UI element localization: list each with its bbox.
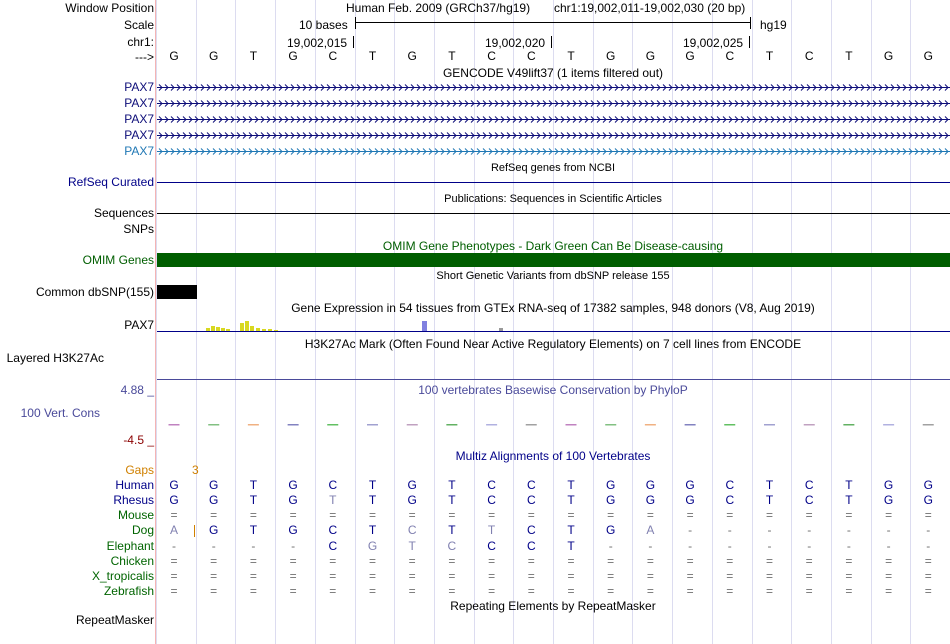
- alignment-base: =: [210, 584, 218, 598]
- conservation-base: ▬: [883, 421, 895, 427]
- alignment-base: =: [448, 554, 456, 568]
- ruler-tick-label-3: 19,002,025: [683, 36, 744, 50]
- conservation-base: ▬: [843, 421, 855, 427]
- alignment-base: T: [845, 478, 853, 492]
- alignment-base: G: [169, 493, 179, 507]
- alignment-base: G: [209, 478, 219, 492]
- alignment-base: =: [249, 508, 257, 522]
- alignment-base: T: [567, 539, 575, 553]
- alignment-base: =: [488, 554, 496, 568]
- alignment-base: =: [924, 584, 932, 598]
- alignment-base: C: [526, 478, 536, 492]
- species-label[interactable]: X_tropicalis: [91, 569, 154, 583]
- alignment-base: =: [924, 554, 932, 568]
- alignment-base: T: [368, 478, 377, 492]
- alignment-base: =: [170, 508, 178, 522]
- alignment-base: -: [291, 539, 296, 553]
- alignment-base: G: [645, 493, 656, 507]
- conservation-base: ▬: [605, 421, 617, 427]
- alignment-base: =: [368, 569, 376, 583]
- species-label[interactable]: Human: [115, 478, 154, 492]
- alignment-base: =: [924, 569, 932, 583]
- dbsnp-variant-bar[interactable]: [157, 285, 197, 299]
- alignment-base: =: [210, 554, 218, 568]
- alignment-base: T: [448, 493, 456, 507]
- reference-base: C: [487, 49, 496, 63]
- cons-track-title: 100 vertebrates Basewise Conservation by PhyloP: [418, 383, 688, 397]
- alignment-base: C: [804, 478, 814, 492]
- reference-base: C: [725, 49, 735, 63]
- alignment-base: =: [210, 569, 218, 583]
- reference-base: C: [804, 49, 814, 63]
- alignment-base: =: [368, 584, 376, 598]
- publications-track-title: Publications: Sequences in Scientific Articles: [444, 193, 662, 205]
- alignment-base: T: [408, 539, 416, 553]
- alignment-base: =: [289, 554, 297, 568]
- alignment-base: =: [527, 554, 535, 568]
- alignment-base: =: [845, 569, 853, 583]
- label-common-dbsnp[interactable]: Common dbSNP(155): [35, 285, 154, 299]
- alignment-base: G: [883, 493, 894, 507]
- species-label[interactable]: Zebrafish: [103, 584, 154, 598]
- reference-base: C: [328, 49, 338, 63]
- gtex-tissue-bar[interactable]: [240, 323, 244, 331]
- gtex-track-title: Gene Expression in 54 tissues from GTEx RNA-seq of 17382 samples, 948 donors (V8, Aug 2019): [291, 301, 815, 315]
- alignment-base: C: [407, 523, 417, 537]
- alignment-base: =: [448, 584, 456, 598]
- alignment-base: G: [645, 478, 656, 492]
- alignment-base: C: [328, 539, 338, 553]
- alignment-base: =: [488, 584, 496, 598]
- ruler-tick-2: [551, 36, 552, 48]
- gtex-baseline: [157, 331, 950, 332]
- conservation-base: ▬: [406, 421, 418, 427]
- alignment-base: =: [805, 554, 813, 568]
- reference-base: T: [249, 49, 258, 63]
- alignment-base: -: [926, 523, 931, 537]
- position-readout: chr1:19,002,011-19,002,030 (20 bp): [554, 1, 746, 15]
- alignment-base: =: [686, 569, 694, 583]
- label-gtex-pax7[interactable]: PAX7: [124, 318, 154, 332]
- alignment-base: -: [807, 523, 812, 537]
- alignment-base: T: [368, 523, 377, 537]
- alignment-base: =: [686, 584, 694, 598]
- pax7-transcript-1[interactable]: [157, 83, 950, 92]
- alignment-base: =: [210, 508, 218, 522]
- alignment-base: G: [407, 493, 417, 507]
- alignment-base: -: [767, 523, 772, 537]
- pax7-transcript-5[interactable]: [157, 147, 950, 156]
- alignment-base: =: [329, 554, 337, 568]
- alignment-base: G: [288, 478, 298, 492]
- alignment-base: C: [487, 478, 496, 492]
- alignment-base: =: [726, 584, 734, 598]
- conservation-base: ▬: [208, 421, 220, 427]
- db-label: hg19: [760, 18, 787, 32]
- alignment-base: =: [607, 508, 615, 522]
- conservation-base: ▬: [446, 421, 458, 427]
- label-layered-h3k27ac[interactable]: Layered H3K27Ac: [6, 351, 104, 365]
- alignment-base: -: [608, 539, 613, 553]
- alignment-base: =: [646, 584, 654, 598]
- label-window-position: Window Position: [65, 1, 154, 15]
- alignment-base: =: [805, 569, 813, 583]
- alignment-base: =: [170, 569, 178, 583]
- conservation-base: ▬: [764, 421, 775, 427]
- conservation-base: ▬: [922, 421, 934, 427]
- alignment-base: A: [646, 523, 655, 537]
- alignment-base: =: [448, 508, 456, 522]
- reference-base: G: [288, 49, 298, 63]
- alignment-base: T: [845, 493, 853, 507]
- h3k27ac-baseline[interactable]: [157, 379, 950, 380]
- alignment-base: =: [924, 508, 932, 522]
- conservation-base: ▬: [684, 421, 696, 427]
- alignment-base: =: [408, 569, 416, 583]
- alignment-base: G: [169, 478, 179, 492]
- scale-bar-right: [750, 17, 751, 29]
- ruler-tick-label-2: 19,002,020: [485, 36, 546, 50]
- alignment-base: C: [526, 539, 536, 553]
- alignment-base: =: [885, 508, 893, 522]
- alignment-base: G: [367, 539, 378, 553]
- alignment-base: =: [845, 508, 853, 522]
- label-refseq-curated[interactable]: RefSeq Curated: [67, 175, 154, 189]
- label-pax7-3[interactable]: PAX7: [124, 112, 154, 126]
- alignment-base: =: [249, 554, 257, 568]
- alignment-base: T: [487, 523, 496, 537]
- dog-gap-marker: [194, 525, 195, 537]
- alignment-base: C: [725, 478, 735, 492]
- alignment-base: =: [527, 584, 535, 598]
- multiz-track-title: Multiz Alignments of 100 Vertebrates: [455, 449, 651, 463]
- alignment-base: =: [805, 584, 813, 598]
- scale-bar: [355, 22, 750, 23]
- reference-base: G: [645, 49, 656, 63]
- reference-base: G: [685, 49, 695, 63]
- reference-base: T: [845, 49, 853, 63]
- reference-base: T: [765, 49, 774, 63]
- alignment-base: =: [567, 569, 575, 583]
- repeatmasker-track-title: Repeating Elements by RepeatMasker: [450, 599, 656, 613]
- alignment-base: C: [725, 493, 735, 507]
- pax7-transcript-2[interactable]: [157, 99, 950, 108]
- h3k27ac-track-title: H3K27Ac Mark (Often Found Near Active Regulatory Elements) on 7 cell lines from ENCODE: [304, 337, 802, 351]
- alignment-base: =: [765, 569, 773, 583]
- alignment-base: =: [289, 584, 297, 598]
- alignment-base: =: [488, 508, 496, 522]
- alignment-base: =: [527, 508, 535, 522]
- alignment-base: -: [846, 523, 851, 537]
- label-repeatmasker[interactable]: RepeatMasker: [75, 613, 154, 627]
- label-cons-min: -4.5 _: [123, 433, 154, 447]
- alignment-base: -: [172, 539, 176, 553]
- publications-line[interactable]: [157, 213, 950, 214]
- gtex-tissue-bar[interactable]: [422, 321, 427, 331]
- scale-bar-left: [355, 17, 356, 29]
- pax7-transcript-3[interactable]: [157, 115, 950, 124]
- ruler-tick-3: [749, 36, 750, 48]
- reference-base: T: [368, 49, 377, 63]
- alignment-base: =: [289, 508, 297, 522]
- label-strand-arrow[interactable]: --->: [135, 50, 154, 64]
- alignment-base: =: [646, 554, 654, 568]
- alignment-base: T: [567, 493, 575, 507]
- label-pax7-2[interactable]: PAX7: [124, 96, 154, 110]
- species-label[interactable]: Dog: [131, 523, 154, 537]
- alignment-base: G: [288, 493, 298, 507]
- alignment-base: C: [526, 493, 536, 507]
- alignment-base: -: [846, 539, 851, 553]
- label-pax7-4[interactable]: PAX7: [124, 128, 154, 142]
- label-snps[interactable]: SNPs: [123, 222, 154, 236]
- alignment-base: =: [765, 508, 773, 522]
- alignment-base: G: [883, 478, 894, 492]
- alignment-base: -: [886, 523, 891, 537]
- alignment-base: =: [170, 554, 178, 568]
- alignment-base: =: [567, 584, 575, 598]
- refseq-track-title: RefSeq genes from NCBI: [490, 162, 616, 174]
- alignment-base: T: [765, 478, 774, 492]
- conservation-base: ▬: [565, 421, 577, 427]
- alignment-base: =: [527, 569, 535, 583]
- alignment-base: =: [686, 554, 694, 568]
- alignment-base: G: [606, 493, 616, 507]
- reference-base: G: [169, 49, 179, 63]
- label-sequences[interactable]: Sequences: [93, 206, 154, 220]
- alignment-base: =: [885, 584, 893, 598]
- alignment-base: T: [249, 493, 258, 507]
- alignment-base: C: [804, 493, 814, 507]
- alignment-base: =: [686, 508, 694, 522]
- alignment-base: -: [886, 539, 891, 553]
- ruler-tick-1: [353, 36, 354, 48]
- species-label[interactable]: Elephant: [106, 539, 154, 553]
- label-cons-max: 4.88 _: [120, 383, 154, 397]
- label-omim-genes[interactable]: OMIM Genes: [82, 253, 154, 267]
- alignment-base: C: [328, 523, 338, 537]
- alignment-base: T: [329, 493, 337, 507]
- alignment-base: -: [251, 539, 256, 553]
- alignment-base: =: [289, 569, 297, 583]
- track-labels: [0, 0, 156, 644]
- alignment-base: =: [448, 569, 456, 583]
- alignment-base: =: [726, 508, 734, 522]
- alignment-base: -: [211, 539, 216, 553]
- omim-gene-bar[interactable]: [157, 253, 950, 267]
- alignment-base: T: [249, 523, 258, 537]
- alignment-base: =: [329, 584, 337, 598]
- alignment-base: =: [765, 584, 773, 598]
- reference-base: G: [407, 49, 417, 63]
- alignment-base: -: [688, 539, 693, 553]
- species-label[interactable]: Chicken: [110, 554, 154, 568]
- label-pax7-5[interactable]: PAX7: [124, 144, 154, 158]
- alignment-base: =: [845, 554, 853, 568]
- alignment-base: =: [726, 569, 734, 583]
- alignment-base: -: [926, 539, 931, 553]
- alignment-base: C: [328, 478, 338, 492]
- alignment-base: G: [209, 523, 219, 537]
- alignment-base: G: [209, 493, 219, 507]
- gencode-track-title: GENCODE V49lift37 (1 items filtered out): [442, 66, 664, 80]
- alignment-base: =: [607, 569, 615, 583]
- alignment-base: -: [648, 539, 653, 553]
- label-chrom: chr1:: [127, 35, 154, 49]
- conservation-base: ▬: [287, 421, 299, 427]
- alignment-base: G: [407, 478, 417, 492]
- alignment-base: =: [646, 508, 654, 522]
- species-label[interactable]: Mouse: [117, 508, 154, 522]
- alignment-base: =: [765, 554, 773, 568]
- label-gaps[interactable]: Gaps: [125, 463, 154, 477]
- reference-base: G: [606, 49, 616, 63]
- conservation-base: ▬: [803, 421, 815, 427]
- alignment-base: A: [169, 523, 178, 537]
- gaps-count[interactable]: 3: [192, 463, 199, 477]
- alignment-base: =: [567, 554, 575, 568]
- alignment-base: =: [170, 584, 178, 598]
- species-label[interactable]: Rhesus: [113, 493, 154, 507]
- conservation-base: ▬: [486, 421, 498, 427]
- alignment-base: T: [567, 523, 575, 537]
- conservation-base: ▬: [327, 421, 339, 427]
- alignment-base: =: [805, 508, 813, 522]
- alignment-base: =: [885, 554, 893, 568]
- alignment-base: T: [249, 478, 258, 492]
- alignment-base: G: [923, 493, 933, 507]
- alignment-base: =: [646, 569, 654, 583]
- alignment-base: =: [249, 584, 257, 598]
- alignment-base: =: [567, 508, 575, 522]
- label-pax7-1[interactable]: PAX7: [124, 80, 154, 94]
- conservation-base: ▬: [247, 421, 259, 427]
- alignment-base: G: [923, 478, 933, 492]
- dbsnp-track-title: Short Genetic Variants from dbSNP release 155: [436, 270, 670, 282]
- reference-base: G: [883, 49, 894, 63]
- alignment-base: =: [249, 569, 257, 583]
- conservation-base: ▬: [644, 421, 656, 427]
- alignment-base: -: [807, 539, 812, 553]
- reference-base: T: [567, 49, 575, 63]
- alignment-base: =: [368, 554, 376, 568]
- alignment-base: =: [607, 554, 615, 568]
- alignment-base: T: [448, 523, 456, 537]
- ruler-tick-label-1: 19,002,015: [287, 36, 348, 50]
- omim-track-title: OMIM Gene Phenotypes - Dark Green Can Be Disease-causing: [382, 239, 724, 253]
- reference-base: G: [923, 49, 933, 63]
- reference-base: C: [526, 49, 536, 63]
- alignment-base: =: [488, 569, 496, 583]
- alignment-base: G: [606, 523, 616, 537]
- alignment-base: =: [329, 569, 337, 583]
- alignment-base: =: [408, 508, 416, 522]
- refseq-gene-line[interactable]: [157, 182, 950, 183]
- alignment-base: -: [767, 539, 772, 553]
- alignment-base: =: [329, 508, 337, 522]
- conservation-base: ▬: [168, 421, 180, 427]
- alignment-base: G: [685, 478, 695, 492]
- alignment-base: T: [567, 478, 575, 492]
- scale-label: 10 bases: [299, 18, 348, 32]
- conservation-base: ▬: [367, 421, 378, 427]
- alignment-base: C: [447, 539, 457, 553]
- alignment-base: T: [448, 478, 456, 492]
- alignment-base: =: [885, 569, 893, 583]
- alignment-base: T: [368, 493, 377, 507]
- pax7-transcript-4[interactable]: [157, 131, 950, 140]
- alignment-base: =: [368, 508, 376, 522]
- alignment-base: =: [408, 554, 416, 568]
- alignment-base: C: [487, 539, 496, 553]
- alignment-base: =: [607, 584, 615, 598]
- alignment-base: -: [727, 539, 732, 553]
- label-scale: Scale: [123, 18, 154, 32]
- assembly-title: Human Feb. 2009 (GRCh37/hg19): [346, 1, 531, 15]
- alignment-base: C: [487, 493, 496, 507]
- alignment-base: G: [685, 493, 695, 507]
- alignment-base: =: [726, 554, 734, 568]
- alignment-base: G: [606, 478, 616, 492]
- label-100-vert-cons[interactable]: 100 Vert. Cons: [20, 406, 100, 420]
- conservation-base: ▬: [525, 421, 537, 427]
- alignment-base: -: [688, 523, 693, 537]
- alignment-base: C: [526, 523, 536, 537]
- alignment-base: =: [845, 584, 853, 598]
- alignment-base: T: [765, 493, 774, 507]
- alignment-base: G: [288, 523, 298, 537]
- conservation-base: ▬: [724, 421, 736, 427]
- alignment-base: =: [408, 584, 416, 598]
- gtex-tissue-bar[interactable]: [245, 321, 249, 331]
- alignment-base: -: [727, 523, 732, 537]
- reference-base: T: [448, 49, 456, 63]
- reference-base: G: [209, 49, 219, 63]
